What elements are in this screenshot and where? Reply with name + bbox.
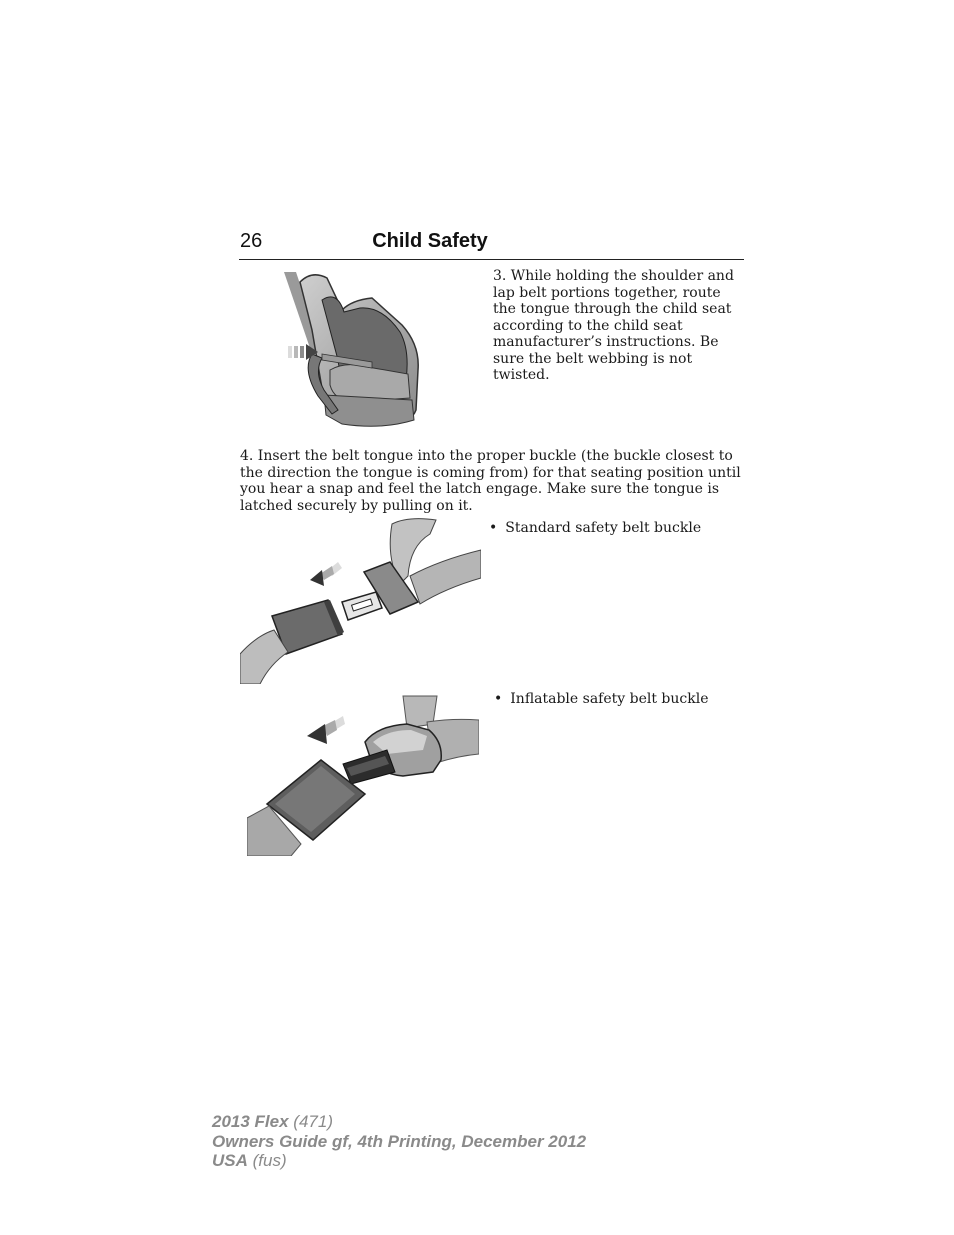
motion-arrow-icon <box>307 716 345 744</box>
page-number: 26 <box>240 230 263 252</box>
footer-line-model <box>212 1112 586 1132</box>
header-rule <box>239 259 744 260</box>
bullet-dot: • <box>494 691 503 707</box>
footer-model: 2013 Flex <box>212 1112 289 1131</box>
footer-model-code: (471) <box>293 1112 333 1131</box>
motion-arrow-icon <box>310 562 342 586</box>
page-footer <box>212 1112 586 1171</box>
page-title: Child Safety <box>372 230 488 252</box>
footer-line-market <box>212 1151 586 1171</box>
bullet-inflatable-label: Inflatable safety belt buckle <box>510 691 709 707</box>
bullet-standard-buckle <box>489 520 701 537</box>
footer-market-code: (fus) <box>252 1151 287 1170</box>
footer-market: USA <box>212 1151 248 1170</box>
bullet-inflatable-buckle <box>494 691 709 708</box>
footer-guide: Owners Guide gf, 4th Printing, December 2012 <box>212 1131 587 1151</box>
footer-line-guide <box>212 1132 586 1152</box>
child-seat-belt-routing-illustration <box>282 270 422 432</box>
bullet-standard-label: Standard safety belt buckle <box>505 520 702 536</box>
bullet-dot: • <box>489 520 498 536</box>
standard-buckle-illustration <box>240 518 481 684</box>
step-3-text: 3. While holding the shoulder and lap belt portions together, route the tongue through the child seat according to the child seat manufacturer’s instructions. Be sure the belt webbing is not twisted. <box>493 268 734 383</box>
inflatable-buckle-illustration <box>247 694 479 856</box>
step-4-text: 4. Insert the belt tongue into the proper buckle (the buckle closest to the direction the tongue is coming from) for that seating position until you hear a snap and feel the latch engage. Make sure the tongue is latched securely by pulling on it. <box>240 448 741 514</box>
